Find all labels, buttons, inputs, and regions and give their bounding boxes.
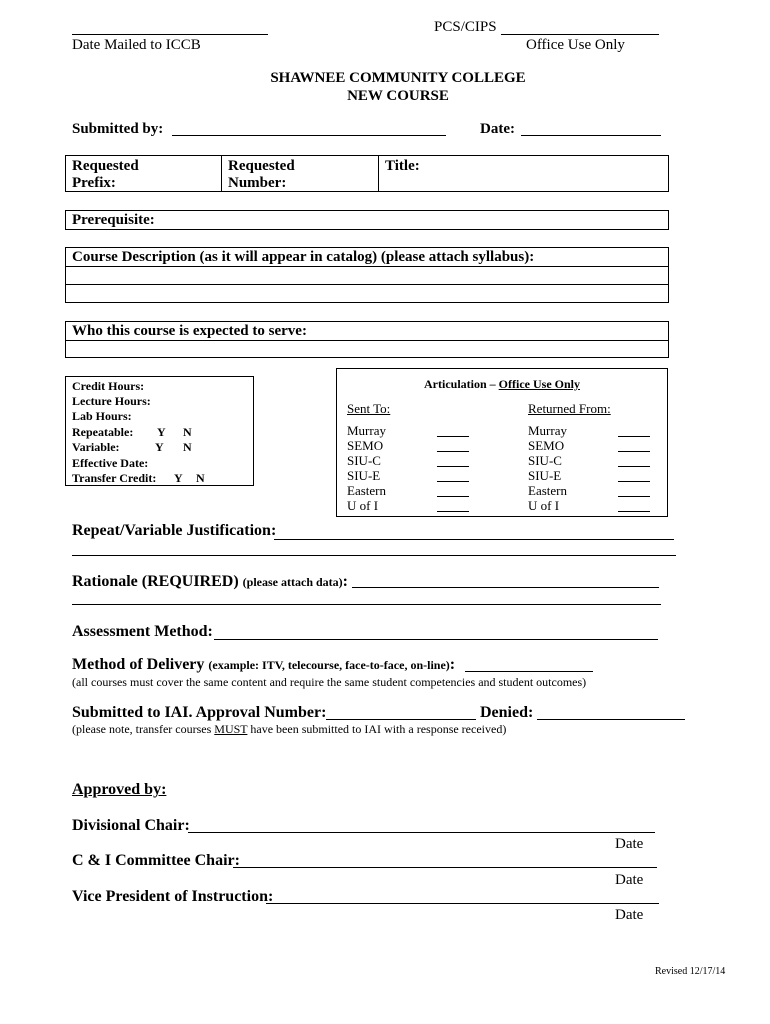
- repeat-variable-line-2[interactable]: [72, 555, 676, 556]
- articulation-title-office-use: Office Use Only: [498, 377, 580, 391]
- repeat-variable-line-1[interactable]: [274, 539, 674, 540]
- committee-chair-label: C & I Committee Chair:: [72, 852, 240, 869]
- pcs-cips-label: PCS/CIPS: [434, 19, 497, 35]
- delivery-example: (example: ITV, telecourse, face-to-face, on-line): [208, 658, 450, 672]
- sent-to-eastern: Eastern: [347, 483, 386, 498]
- transfer-yes[interactable]: Y: [174, 471, 183, 485]
- returned-from-murray-blank[interactable]: [618, 436, 650, 437]
- rationale-note: (please attach data): [242, 575, 343, 589]
- sent-to-semo: SEMO: [347, 438, 384, 453]
- returned-from-siu-e: SIU-E: [528, 468, 562, 483]
- divisional-chair-line[interactable]: [188, 832, 655, 833]
- returned-from-label: Returned From:: [528, 401, 611, 416]
- iai-note-prefix: (please note, transfer courses: [72, 722, 215, 736]
- description-line-2[interactable]: [66, 284, 668, 303]
- college-title: SHAWNEE COMMUNITY COLLEGE: [270, 70, 526, 86]
- iai-note-suffix: have been submitted to IAI with a response received): [247, 722, 507, 736]
- vice-president-date: Date: [615, 907, 644, 923]
- sent-to-siu-c-blank[interactable]: [437, 466, 469, 467]
- delivery-row: [72, 656, 455, 674]
- committee-chair-date: Date: [615, 872, 644, 888]
- returned-from-murray: Murray: [528, 423, 567, 438]
- rationale-line-1[interactable]: [352, 587, 659, 588]
- delivery-label: Method of Delivery: [72, 656, 205, 673]
- prerequisite-box[interactable]: [65, 210, 669, 230]
- returned-from-u-of-i-blank[interactable]: [618, 511, 650, 512]
- sent-to-semo-blank[interactable]: [437, 451, 469, 452]
- sent-to-murray-blank[interactable]: [437, 436, 469, 437]
- credit-hours-label: Credit Hours:: [72, 379, 145, 393]
- sent-to-siu-e-blank[interactable]: [437, 481, 469, 482]
- credit-box: [65, 376, 254, 486]
- articulation-title-prefix: Articulation –: [424, 377, 499, 391]
- variable-no[interactable]: N: [183, 440, 192, 454]
- sent-to-eastern-blank[interactable]: [437, 496, 469, 497]
- returned-from-siu-c-blank[interactable]: [618, 466, 650, 467]
- serve-box: [65, 321, 669, 358]
- lab-hours-label: Lab Hours:: [72, 409, 132, 423]
- form-title: NEW COURSE: [347, 88, 449, 104]
- description-line-1[interactable]: [66, 266, 668, 285]
- iai-denied-line[interactable]: [537, 719, 685, 720]
- serve-label: Who this course is expected to serve:: [72, 323, 307, 339]
- assessment-label: Assessment Method:: [72, 623, 213, 640]
- returned-from-eastern-blank[interactable]: [618, 496, 650, 497]
- rationale-line-2[interactable]: [72, 604, 661, 605]
- iai-note: [72, 722, 506, 737]
- sent-to-siu-e: SIU-E: [347, 468, 381, 483]
- delivery-line[interactable]: [465, 671, 593, 672]
- returned-from-semo: SEMO: [528, 438, 565, 453]
- sent-to-u-of-i: U of I: [347, 498, 379, 513]
- effective-date-label: Effective Date:: [72, 456, 149, 470]
- course-description-label: Course Description (as it will appear in catalog) (please attach syllabus):: [72, 249, 535, 265]
- sent-to-siu-c: SIU-C: [347, 453, 381, 468]
- repeatable-no[interactable]: N: [183, 425, 192, 439]
- assessment-line[interactable]: [214, 639, 658, 640]
- submitted-by-line[interactable]: [172, 135, 446, 136]
- sent-to-u-of-i-blank[interactable]: [437, 511, 469, 512]
- transfer-no[interactable]: N: [196, 471, 205, 485]
- sent-to-label: Sent To:: [347, 401, 391, 416]
- committee-chair-line[interactable]: [233, 867, 657, 868]
- returned-from-u-of-i: U of I: [528, 498, 560, 513]
- submitted-by-label: Submitted by:: [72, 121, 164, 137]
- course-description-box: [65, 247, 669, 303]
- repeatable-label: Repeatable:: [72, 425, 134, 439]
- title-label: Title:: [385, 158, 420, 174]
- repeat-variable-label: Repeat/Variable Justification:: [72, 522, 277, 539]
- sent-to-murray: Murray: [347, 423, 386, 438]
- rationale-colon: :: [342, 573, 348, 590]
- approved-by-heading: Approved by:: [72, 781, 167, 798]
- number-cell[interactable]: [222, 156, 379, 191]
- delivery-colon: :: [449, 656, 456, 673]
- iai-label: Submitted to IAI. Approval Number:: [72, 704, 327, 721]
- date-mailed-label: Date Mailed to ICCB: [72, 37, 201, 53]
- iai-denied-label: Denied:: [480, 704, 534, 721]
- repeatable-yes[interactable]: Y: [157, 425, 166, 439]
- transfer-credit-label: Transfer Credit:: [72, 471, 157, 485]
- title-cell[interactable]: [379, 156, 668, 191]
- course-table: [65, 155, 669, 192]
- date-label: Date:: [480, 121, 515, 137]
- vice-president-line[interactable]: [266, 903, 659, 904]
- iai-note-must: MUST: [214, 722, 248, 736]
- divisional-chair-label: Divisional Chair:: [72, 817, 190, 834]
- vice-president-label: Vice President of Instruction:: [72, 888, 274, 905]
- prerequisite-label: Prerequisite:: [72, 212, 155, 228]
- variable-yes[interactable]: Y: [155, 440, 164, 454]
- articulation-title: [337, 377, 667, 392]
- variable-label: Variable:: [72, 440, 120, 454]
- articulation-box: [336, 368, 668, 517]
- lecture-hours-label: Lecture Hours:: [72, 394, 151, 408]
- delivery-note: (all courses must cover the same content and require the same student competencies and student outcomes): [72, 675, 587, 689]
- returned-from-eastern: Eastern: [528, 483, 567, 498]
- prefix-label: Requested Prefix:: [72, 158, 139, 191]
- returned-from-siu-e-blank[interactable]: [618, 481, 650, 482]
- divisional-chair-date: Date: [615, 836, 644, 852]
- pcs-cips-line[interactable]: [501, 34, 659, 35]
- serve-input[interactable]: [66, 340, 668, 357]
- returned-from-semo-blank[interactable]: [618, 451, 650, 452]
- prefix-cell[interactable]: [66, 156, 222, 191]
- rationale-label: Rationale (REQUIRED): [72, 573, 239, 590]
- rationale-row: [72, 573, 348, 591]
- returned-from-siu-c: SIU-C: [528, 453, 562, 468]
- number-label: Requested Number:: [228, 158, 295, 191]
- revised-date: Revised 12/17/14: [655, 966, 726, 977]
- submitted-date-line[interactable]: [521, 135, 661, 136]
- date-mailed-line[interactable]: [72, 34, 268, 35]
- office-use-label: Office Use Only: [526, 37, 625, 53]
- iai-approval-line[interactable]: [326, 719, 476, 720]
